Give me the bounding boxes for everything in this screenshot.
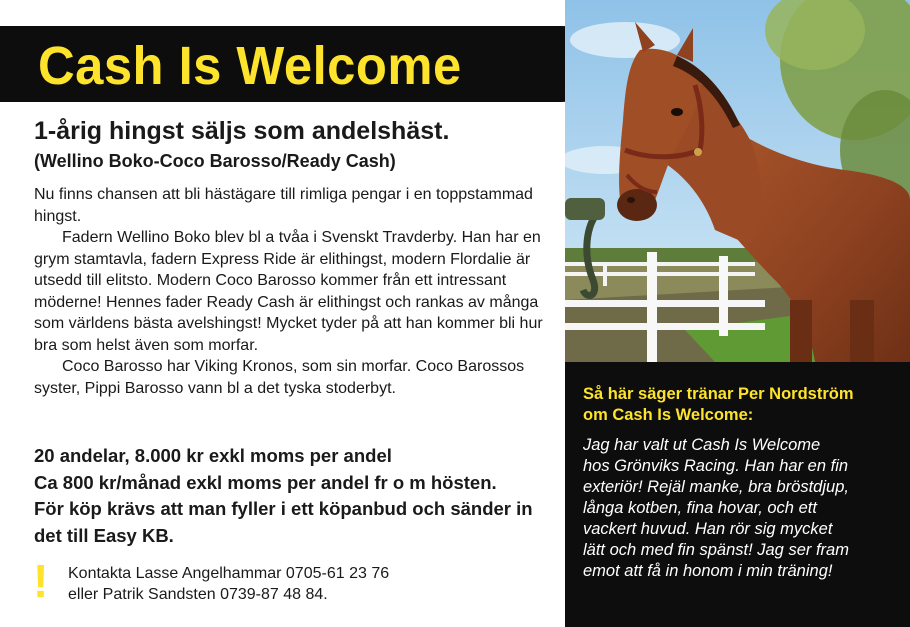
quote-line: lätt och med fin spänst! Jag ser fram (583, 541, 849, 559)
contact-info (68, 563, 389, 605)
offer-terms (34, 443, 554, 549)
quote-line: hos Grönviks Racing. Han har en fin (583, 457, 849, 475)
contact-line: Kontakta Lasse Angelhammar 0705-61 23 76 (68, 565, 390, 582)
title-banner (0, 26, 600, 102)
paragraph-sire: Fadern Wellino Boko blev bl a tvåa i Svenskt Travderby. Han har en grym stamtavla, fadern Express Ride är elithingst, modern Flordalie är utsedd till elitsto. Modern Coco Barosso kommer från ett intressant möderne! Hennes fader Ready Cash är elithingst och rankas av många som världens bästa avelshingst! Mycket tyder på att han kommer bli hur bra som helst även som morfar. (34, 229, 543, 354)
offer-price: 20 andelar, 8.000 kr exkl moms per andel (34, 445, 392, 466)
quote-line: vackert huvud. Han rör sig mycket (583, 520, 833, 538)
horse-photo (565, 0, 910, 362)
pedigree-subheading: (Wellino Boko-Coco Barosso/Ready Cash) (34, 151, 396, 171)
description (34, 184, 554, 399)
offer-purchase-instructions: För köp krävs att man fyller i ett köpanbud och sänder in det till Easy KB. (34, 498, 533, 546)
ad-title: Cash Is Welcome (38, 36, 462, 96)
quote-line: emot att få in honom i min träning! (583, 562, 833, 580)
contact-line: eller Patrik Sandsten 0739-87 48 84. (68, 586, 328, 603)
headline: 1-årig hingst säljs som andelshäst. (34, 117, 450, 145)
exclamation-icon: ! (33, 555, 49, 607)
paragraph-intro: Nu finns chansen att bli hästägare till rimliga pengar i en toppstammad hingst. (34, 186, 533, 225)
trainer-quote-box (565, 362, 910, 627)
quote-heading-line: Så här säger tränar Per Nordström (583, 385, 854, 403)
quote-text (583, 435, 849, 582)
quote-heading (583, 384, 854, 426)
quote-line: Jag har valt ut Cash Is Welcome (583, 436, 821, 454)
paragraph-dam: Coco Barosso har Viking Kronos, som sin morfar. Coco Barossos syster, Pippi Barosso vann bl a det tyska stoderbyt. (34, 358, 525, 397)
quote-heading-line: om Cash Is Welcome: (583, 406, 754, 424)
quote-line: långa kotben, fina hovar, och ett (583, 499, 817, 517)
offer-monthly-fee: Ca 800 kr/månad exkl moms per andel fr o m hösten. (34, 471, 497, 493)
quote-line: exteriör! Rejäl manke, bra bröstdjup, (583, 478, 849, 496)
